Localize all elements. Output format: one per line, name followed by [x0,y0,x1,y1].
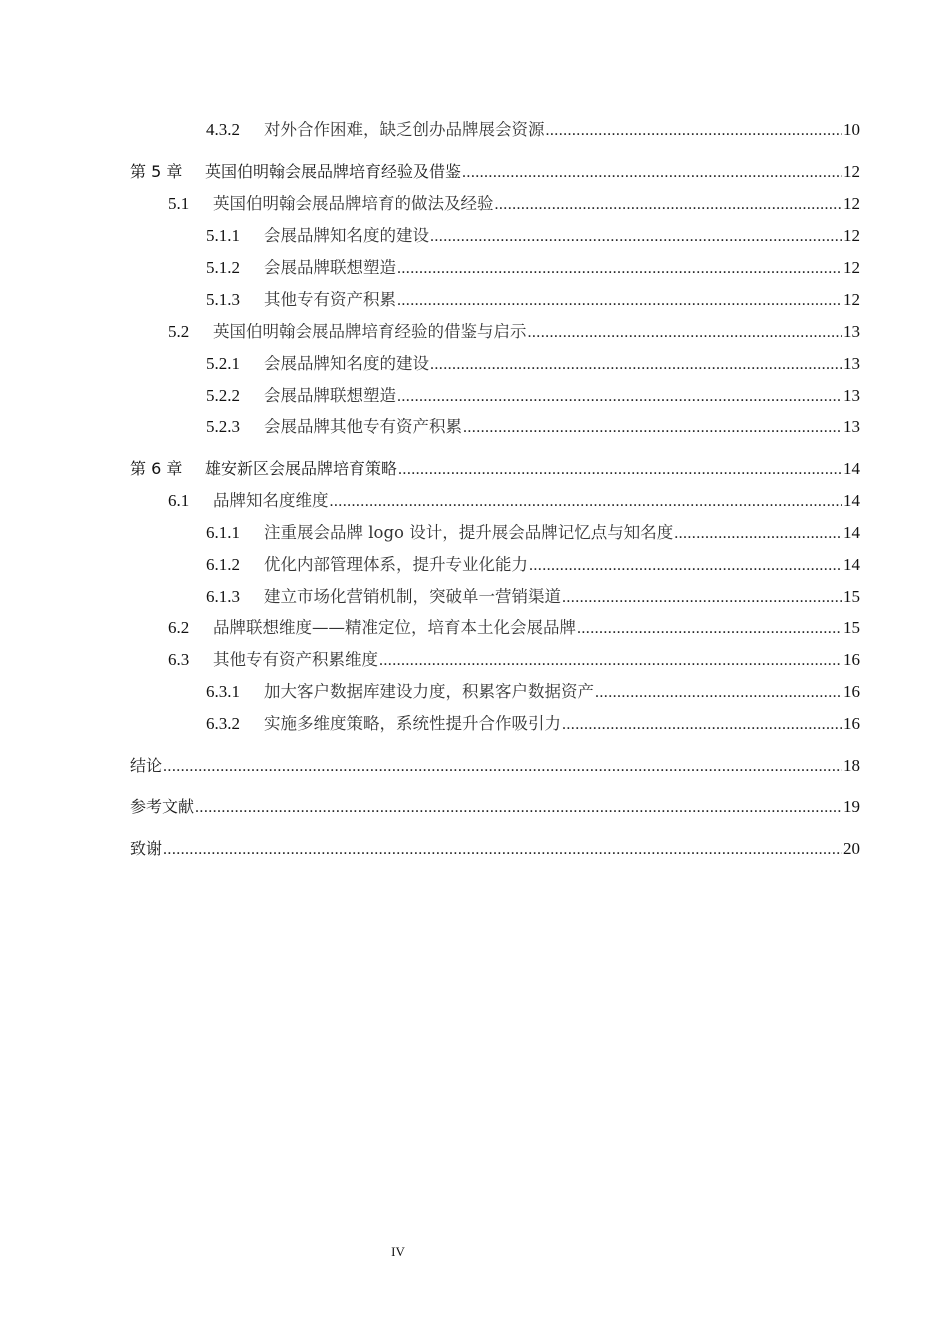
toc-entry-title: 会展品牌联想塑造 [264,258,396,277]
toc-entry-title: 会展品牌联想塑造 [264,386,396,405]
toc-entry-6-2[interactable] [130,616,860,640]
dot-leader [528,321,843,345]
toc-entry-number: 5.2.3 [206,417,240,436]
toc-entry-title: 建立市场化营销机制，突破单一营销渠道 [264,587,561,606]
toc-entry-title: 英国伯明翰会展品牌培育的做法及经验 [213,194,494,213]
toc-entry-title: 致谢 [130,839,163,858]
toc-entry-number: 6.1.1 [206,523,240,542]
toc-entry-number: 5.2.2 [206,386,240,405]
toc-entry-title: 英国伯明翰会展品牌培育经验及借鉴 [205,162,462,181]
dot-leader [398,458,842,482]
toc-entry-references[interactable] [130,795,860,819]
dot-leader [195,796,842,820]
toc-entry-5-1-3[interactable] [130,288,860,312]
toc-entry-title: 英国伯明翰会展品牌培育经验的借鉴与启示 [213,322,527,341]
toc-entry-title: 实施多维度策略，系统性提升合作吸引力 [264,714,561,733]
toc-entry-number: 6.1 [168,491,190,510]
toc-entry-page: 12 [843,226,860,245]
dot-leader [430,225,842,249]
dot-leader [430,353,842,377]
toc-entry-title: 其他专有资产积累维度 [213,650,378,669]
toc-entry-number: 6.3 [168,650,190,669]
toc-entry-title: 对外合作困难，缺乏创办品牌展会资源 [264,120,545,139]
toc-entry-page: 15 [843,587,860,606]
toc-entry-page: 12 [843,258,860,277]
toc-entry-page: 13 [843,354,860,373]
toc-entry-number: 6.3.2 [206,714,240,733]
toc-entry-title: 会展品牌知名度的建设 [264,226,429,245]
toc-entry-page: 16 [843,682,860,701]
toc-entry-page: 20 [843,839,860,858]
dot-leader [397,289,842,313]
dot-leader [562,713,842,737]
toc-entry-number: 6.2 [168,618,190,637]
toc-entry-5-2[interactable] [130,320,860,344]
dot-leader [397,385,842,409]
toc-entry-title: 加大客户数据库建设力度，积累客户数据资产 [264,682,594,701]
dot-leader [379,649,842,673]
toc-entry-chapter-6[interactable] [130,457,860,481]
toc-entry-title: 注重展会品牌 logo 设计，提升展会品牌记忆点与知名度 [264,523,674,542]
toc-entry-6-3-1[interactable] [130,680,860,704]
toc-entry-page: 19 [843,797,860,816]
toc-entry-number: 5.1.3 [206,290,240,309]
toc-entry-page: 10 [843,120,860,139]
toc-entry-title: 品牌知名度维度 [213,491,329,510]
toc-entry-number: 4.3.2 [206,120,240,139]
toc-entry-title: 结论 [130,756,163,775]
dot-leader [562,586,842,610]
toc-entry-number: 5.1.1 [206,226,240,245]
dot-leader [462,161,842,185]
toc-entry-5-2-3[interactable] [130,415,860,439]
toc-entry-6-1-1[interactable] [130,521,860,545]
toc-entry-5-2-2[interactable] [130,384,860,408]
toc-entry-page: 15 [843,618,860,637]
toc-entry-page: 16 [843,714,860,733]
toc-entry-6-1-2[interactable] [130,553,860,577]
toc-entry-title: 品牌联想维度——精准定位，培育本土化会展品牌 [213,618,576,637]
toc-entry-5-2-1[interactable] [130,352,860,376]
dot-leader [495,193,843,217]
toc-entry-number: 5.1.2 [206,258,240,277]
toc-entry-6-3-2[interactable] [130,712,860,736]
toc-entry-title: 雄安新区会展品牌培育策略 [205,459,398,478]
toc-entry-number: 5.1 [168,194,190,213]
toc-entry-page: 16 [843,650,860,669]
dot-leader [463,416,842,440]
toc-entry-number: 5.2 [168,322,190,341]
toc-entry-title: 参考文献 [130,797,195,816]
toc-entry-5-1[interactable] [130,192,860,216]
dot-leader [529,554,842,578]
dot-leader [577,617,842,641]
toc-entry-title: 其他专有资产积累 [264,290,396,309]
toc-entry-number: 第 5 章 [130,162,183,181]
dot-leader [397,257,842,281]
toc-entry-page: 14 [843,491,860,510]
toc-entry-page: 12 [843,194,860,213]
dot-leader [330,490,843,514]
toc-entry-6-1[interactable] [130,489,860,513]
toc-entry-acknowledgements[interactable] [130,837,860,861]
toc-entry-page: 18 [843,756,860,775]
toc-entry-conclusion[interactable] [130,754,860,778]
toc-entry-chapter-5[interactable] [130,160,860,184]
toc-entry-number: 6.3.1 [206,682,240,701]
dot-leader [546,119,843,143]
dot-leader [595,681,842,705]
toc-entry-5-1-2[interactable] [130,256,860,280]
dot-leader [163,838,842,862]
toc-entry-page: 14 [843,555,860,574]
toc-entry-page: 12 [843,290,860,309]
toc-entry-page: 12 [843,162,860,181]
footer-page-number: IV [391,1244,405,1259]
toc-entry-title: 会展品牌知名度的建设 [264,354,429,373]
toc-entry-number: 5.2.1 [206,354,240,373]
toc-entry-page: 13 [843,386,860,405]
toc-entry-4-3-2[interactable] [130,118,860,142]
toc-entry-number: 第 6 章 [130,459,183,478]
toc-entry-page: 13 [843,322,860,341]
toc-entry-page: 14 [843,459,860,478]
toc-entry-page: 14 [843,523,860,542]
toc-entry-6-1-3[interactable] [130,585,860,609]
toc-entry-title: 会展品牌其他专有资产积累 [264,417,462,436]
dot-leader [163,755,842,779]
toc-entry-title: 优化内部管理体系，提升专业化能力 [264,555,528,574]
toc-entry-6-3[interactable] [130,648,860,672]
dot-leader [674,522,842,546]
toc-entry-5-1-1[interactable] [130,224,860,248]
toc-entry-number: 6.1.2 [206,555,240,574]
toc-entry-page: 13 [843,417,860,436]
toc-entry-number: 6.1.3 [206,587,240,606]
